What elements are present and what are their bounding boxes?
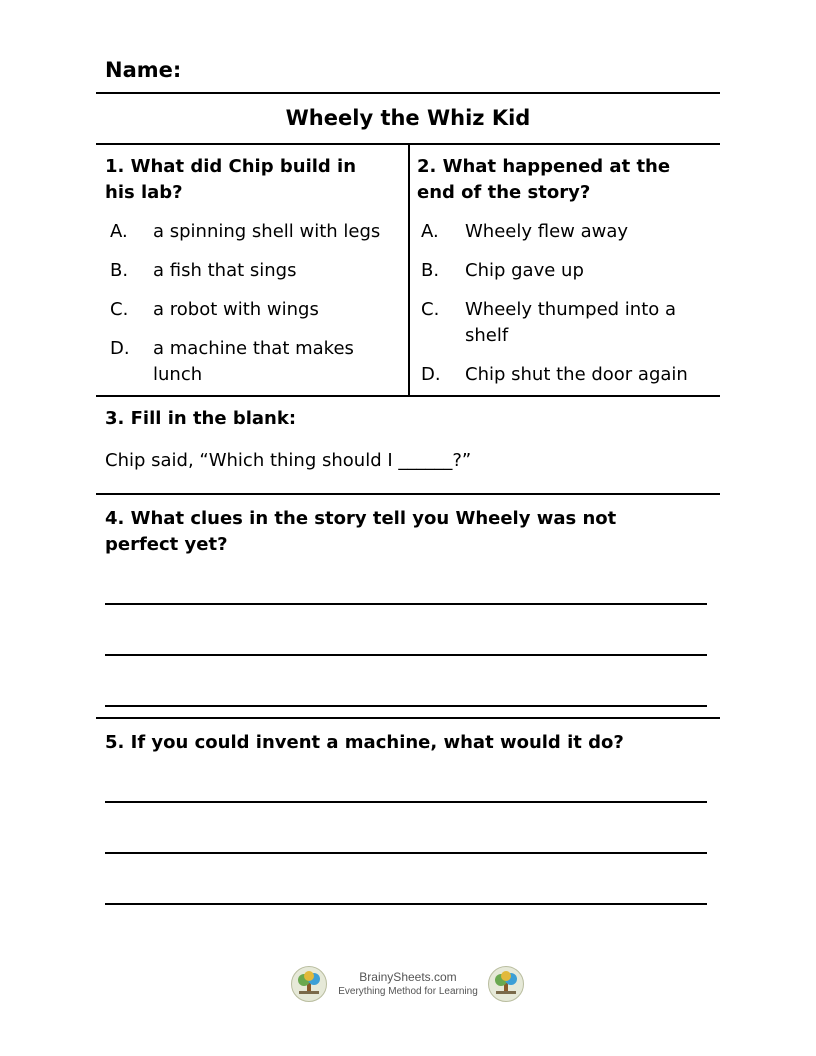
option-text: a spinning shell with legs (153, 221, 381, 242)
section-divider-1 (96, 395, 720, 397)
option-text: Chip shut the door again (465, 364, 688, 385)
q2-heading-line2: end of the story? (417, 182, 591, 203)
q2-option-c (421, 297, 716, 349)
q5-answer-line[interactable] (105, 852, 707, 854)
section-divider-3 (96, 717, 720, 719)
q1-heading-line1: 1. What did Chip build in (105, 156, 357, 177)
q1-option-a (110, 219, 405, 245)
q5-answer-line[interactable] (105, 903, 707, 905)
top-divider (96, 92, 720, 94)
option-text: Chip gave up (465, 260, 584, 281)
q4-heading (105, 506, 616, 558)
option-text: a fish that sings (153, 260, 297, 281)
option-text-line2: shelf (465, 325, 509, 346)
option-text (465, 297, 676, 349)
column-divider (408, 145, 410, 396)
option-letter: A. (110, 221, 128, 242)
name-label: Name: (105, 58, 182, 82)
brand-logo-icon (488, 966, 524, 1002)
q1-option-b (110, 258, 405, 284)
q1-option-d (110, 336, 405, 388)
q2-heading-line1: 2. What happened at the (417, 156, 671, 177)
option-letter: A. (421, 221, 439, 242)
q2-option-a (421, 219, 716, 245)
footer (0, 966, 816, 1002)
worksheet-title: Wheely the Whiz Kid (285, 106, 531, 130)
footer-tagline: Everything Method for Learning (338, 986, 478, 997)
section-divider-2 (96, 493, 720, 495)
option-text: a robot with wings (153, 299, 319, 320)
option-text-line1: Wheely thumped into a (465, 299, 677, 320)
q4-answer-line[interactable] (105, 654, 707, 656)
q4-heading-line2: perfect yet? (105, 534, 228, 555)
q5-answer-line[interactable] (105, 801, 707, 803)
q2-option-b (421, 258, 716, 284)
option-text-line1: a machine that makes (153, 338, 354, 359)
option-letter: B. (110, 260, 129, 281)
q3-heading: 3. Fill in the blank: (105, 408, 297, 429)
q1-heading (105, 154, 356, 206)
option-letter: B. (421, 260, 440, 281)
q2-heading (417, 154, 670, 206)
option-letter: D. (421, 364, 441, 385)
q1-heading-line2: his lab? (105, 182, 183, 203)
option-text-line2: lunch (153, 364, 203, 385)
option-letter: C. (421, 299, 440, 320)
footer-site: BrainySheets.com (359, 970, 457, 984)
q5-heading: 5. If you could invent a machine, what would it do? (105, 732, 624, 753)
q2-option-d (421, 362, 716, 388)
q3-sentence: Chip said, “Which thing should I ______?” (105, 450, 472, 471)
q1-option-c (110, 297, 405, 323)
q4-answer-line[interactable] (105, 705, 707, 707)
q4-heading-line1: 4. What clues in the story tell you Wheely was not (105, 508, 617, 529)
option-text: Wheely flew away (465, 221, 629, 242)
option-text (153, 336, 354, 388)
q4-answer-line[interactable] (105, 603, 707, 605)
option-letter: C. (110, 299, 129, 320)
option-letter: D. (110, 338, 130, 359)
